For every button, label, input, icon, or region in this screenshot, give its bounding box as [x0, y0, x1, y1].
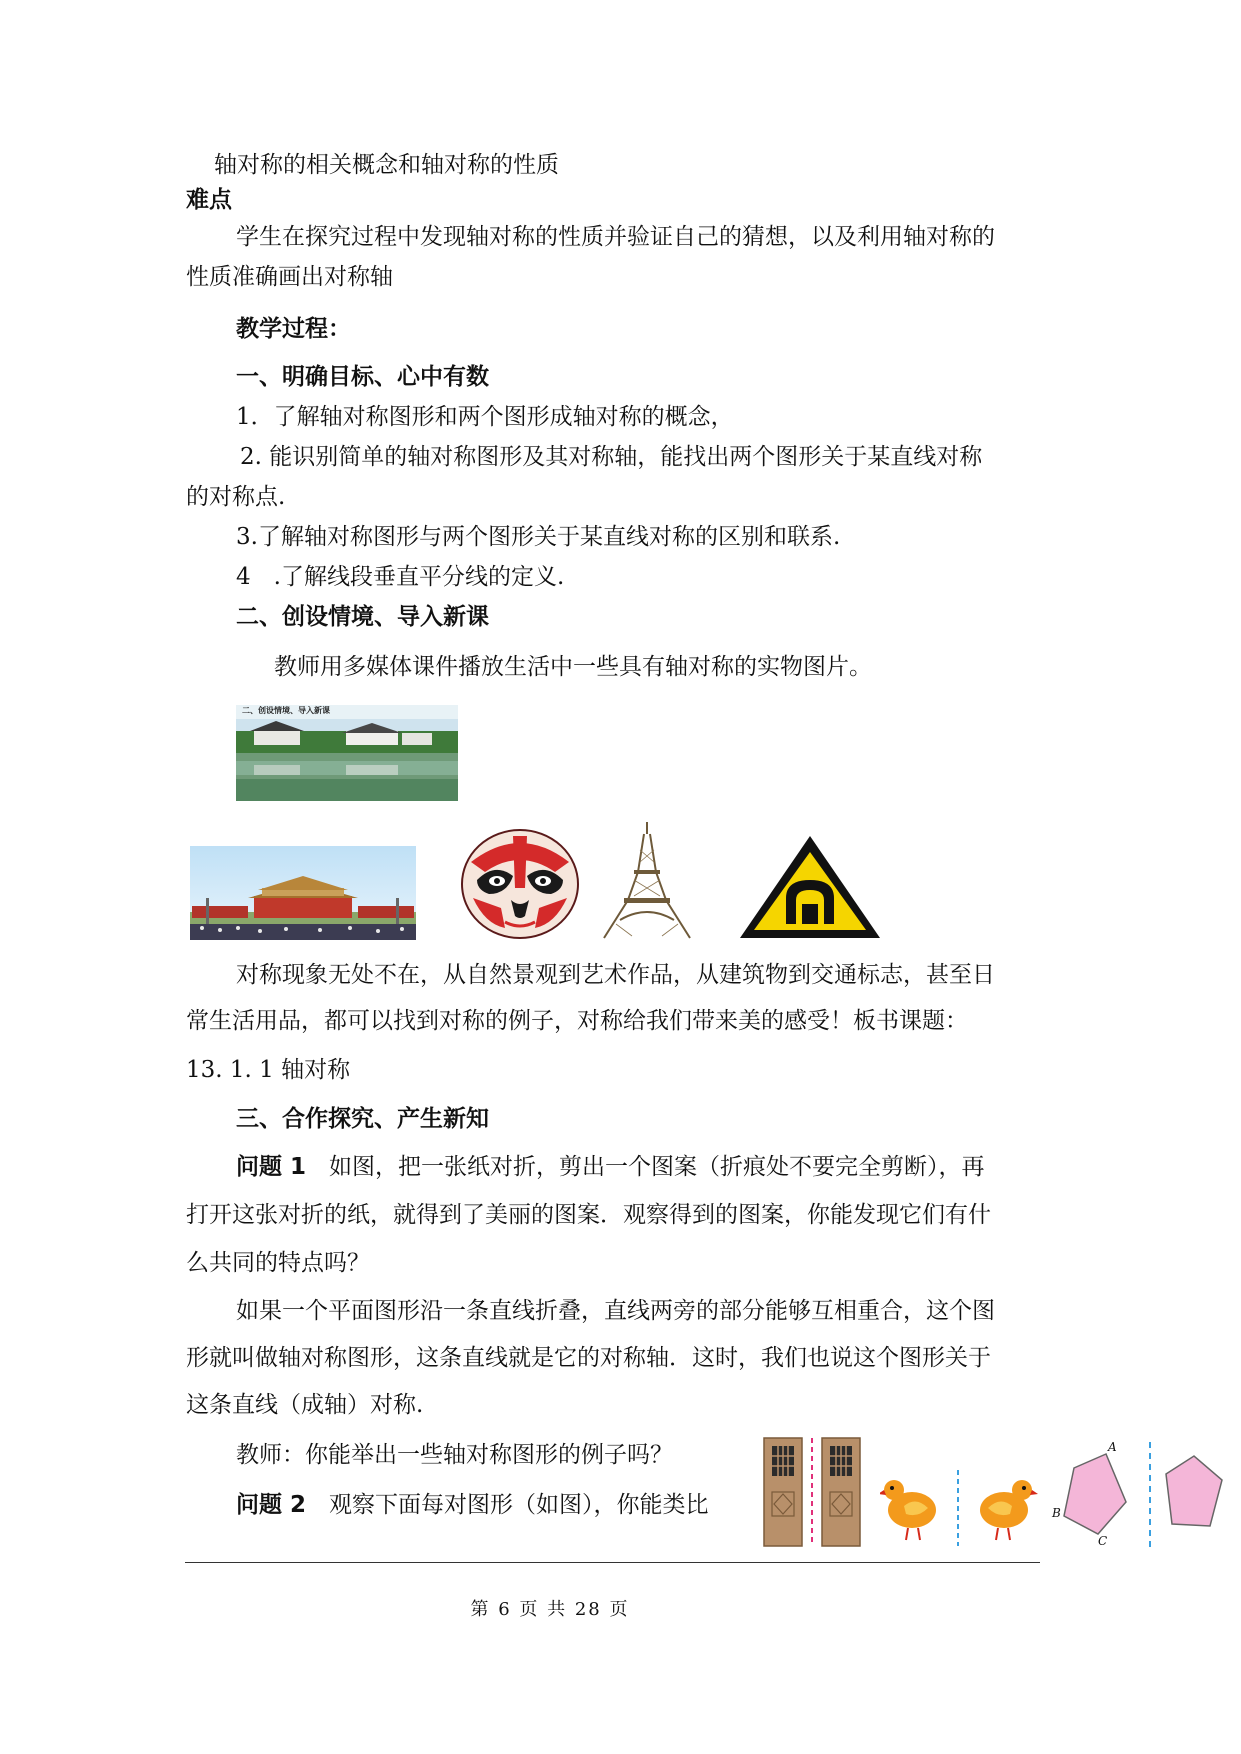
summary-line-1: 对称现象无处不在，从自然景观到艺术作品，从建筑物到交通标志，甚至日 [236, 962, 995, 988]
summary-line-2: 常生活用品，都可以找到对称的例子，对称给我们带来美的感受！板书课题： [186, 1008, 968, 1034]
lake-scene-image [236, 705, 458, 801]
slide-caption: 二、创设情境、导入新课 [242, 706, 330, 715]
q1-line-1 [236, 1152, 985, 1182]
section3-heading: 三、合作探究、产生新知 [236, 1106, 489, 1132]
goal-2b: 的对称点. [186, 484, 286, 510]
summary-line-3: 13. 1. 1 轴对称 [186, 1057, 351, 1083]
teacher-question: 教师：你能举出一些轴对称图形的例子吗？ [236, 1442, 673, 1468]
goal-1: 1．了解轴对称图形和两个图形成轴对称的概念， [236, 404, 734, 430]
goal-2a: 2. 能识别简单的轴对称图形及其对称轴，能找出两个图形关于某直线对称 [240, 444, 983, 470]
q1-line-3: 么共同的特点吗？ [186, 1250, 370, 1276]
difficulty-line-2: 性质准确画出对称轴 [186, 264, 393, 290]
door-pair-figure [762, 1436, 862, 1548]
difficulty-line-1: 学生在探究过程中发现轴对称的性质并验证自己的猜想，以及利用轴对称的 [236, 224, 995, 250]
goal-4: 4 .了解线段垂直平分线的定义. [236, 564, 565, 590]
q1-text-1: 如图，把一张纸对折，剪出一个图案（折痕处不要完全剪断），再 [306, 1154, 985, 1180]
focus-text: 轴对称的相关概念和轴对称的性质 [214, 152, 559, 178]
definition-line-3: 这条直线（成轴）对称. [186, 1392, 424, 1418]
tunnel-warning-sign-image [736, 832, 884, 942]
q2-label: 问题 2 [236, 1492, 307, 1518]
pentagon-label-c: C [1098, 1534, 1108, 1548]
process-heading: 教学过程： [236, 316, 351, 342]
definition-line-2: 形就叫做轴对称图形，这条直线就是它的对称轴．这时，我们也说这个图形关于 [186, 1345, 991, 1371]
q2-line [236, 1490, 709, 1520]
definition-line-1: 如果一个平面图形沿一条直线折叠，直线两旁的部分能够互相重合，这个图 [236, 1298, 995, 1324]
difficulty-heading: 难点 [186, 187, 232, 213]
intro-text: 教师用多媒体课件播放生活中一些具有轴对称的实物图片。 [274, 654, 872, 680]
q1-line-2: 打开这张对折的纸，就得到了美丽的图案．观察得到的图案，你能发现它们有什 [186, 1202, 991, 1228]
pentagon-pair-figure [1046, 1440, 1226, 1550]
q2-text: 观察下面每对图形（如图），你能类比 [306, 1492, 709, 1518]
q1-label: 问题 1 [236, 1154, 307, 1180]
opera-mask-image [455, 828, 585, 940]
eiffel-tower-image [598, 820, 696, 940]
pentagon-label-a: A [1108, 1440, 1117, 1454]
section1-heading: 一、明确目标、心中有数 [236, 364, 489, 390]
tiananmen-image [190, 846, 416, 940]
chicken-pair-figure [880, 1466, 1040, 1548]
footer-rule [185, 1562, 1040, 1563]
section2-heading: 二、创设情境、导入新课 [236, 604, 489, 630]
page-footer: 第 6 页 共 28 页 [470, 1599, 630, 1620]
pentagon-label-b: B [1052, 1506, 1061, 1520]
goal-3: 3.了解轴对称图形与两个图形关于某直线对称的区别和联系. [236, 524, 841, 550]
